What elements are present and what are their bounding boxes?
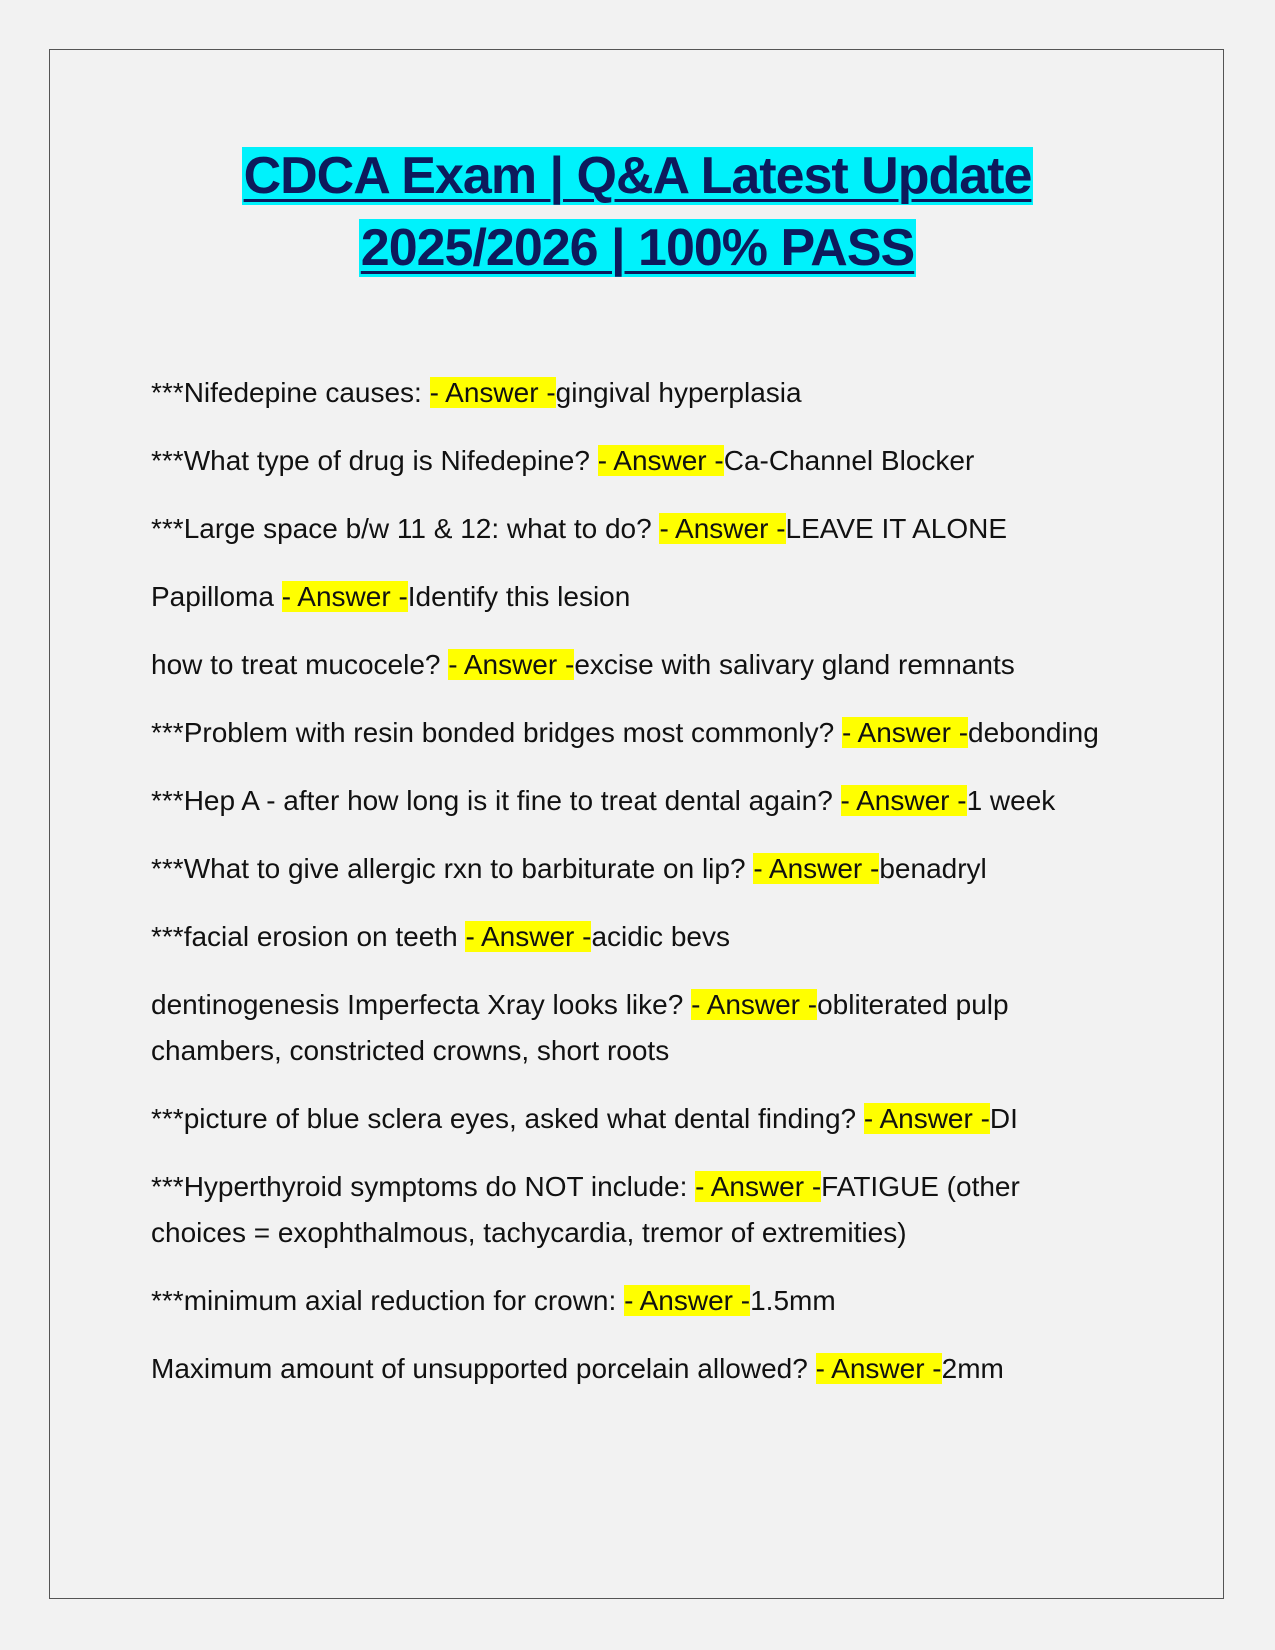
qa-item	[151, 914, 1111, 960]
answer-marker: - Answer -	[448, 649, 575, 680]
answer-marker: - Answer -	[429, 377, 556, 408]
qa-item	[151, 846, 1111, 892]
qa-question: Maximum amount of unsupported porcelain allowed?	[151, 1353, 816, 1384]
qa-answer: 2mm	[941, 1353, 1004, 1384]
title-line-1: CDCA Exam | Q&A Latest Update	[243, 147, 1032, 205]
qa-question: Papilloma	[151, 581, 282, 612]
qa-question: ***Large space b/w 11 & 12: what to do?	[151, 513, 660, 544]
document-title	[0, 140, 1275, 284]
answer-marker: - Answer -	[840, 785, 967, 816]
qa-answer: FATIGUE (other choices = exophthalmous, tachycardia, tremor of extremities)	[151, 1171, 1020, 1248]
answer-marker: - Answer -	[597, 445, 724, 476]
qa-question: ***picture of blue sclera eyes, asked what dental finding?	[151, 1103, 864, 1134]
qa-item	[151, 1096, 1111, 1142]
qa-question: how to treat mucocele?	[151, 649, 449, 680]
qa-item	[151, 370, 1111, 416]
answer-marker: - Answer -	[465, 921, 592, 952]
qa-item	[151, 438, 1111, 484]
qa-answer: Ca-Channel Blocker	[723, 445, 975, 476]
qa-answer: 1 week	[966, 785, 1056, 816]
answer-marker: - Answer -	[753, 853, 880, 884]
qa-item	[151, 1278, 1111, 1324]
qa-answer: DI	[989, 1103, 1018, 1134]
answer-marker: - Answer -	[815, 1353, 942, 1384]
qa-item	[151, 642, 1111, 688]
answer-marker: - Answer -	[281, 581, 408, 612]
qa-question: ***facial erosion on teeth	[151, 921, 466, 952]
qa-question: ***Hyperthyroid symptoms do NOT include:	[151, 1171, 696, 1202]
qa-answer: gingival hyperplasia	[555, 377, 802, 408]
qa-answer: acidic bevs	[591, 921, 730, 952]
qa-question: ***What type of drug is Nifedepine?	[151, 445, 598, 476]
answer-marker: - Answer -	[624, 1285, 751, 1316]
qa-answer: Identify this lesion	[407, 581, 631, 612]
qa-answer: benadryl	[879, 853, 987, 884]
qa-answer: excise with salivary gland remnants	[574, 649, 1015, 680]
qa-question: ***Nifedepine causes:	[151, 377, 430, 408]
qa-question: ***What to give allergic rxn to barbiturate on lip?	[151, 853, 754, 884]
qa-item	[151, 1346, 1111, 1392]
answer-marker: - Answer -	[691, 989, 818, 1020]
qa-question: ***minimum axial reduction for crown:	[151, 1285, 625, 1316]
qa-item	[151, 574, 1111, 620]
qa-item	[151, 778, 1111, 824]
qa-item	[151, 506, 1111, 552]
answer-marker: - Answer -	[695, 1171, 822, 1202]
qa-answer: obliterated pulp chambers, constricted crowns, short roots	[151, 989, 1009, 1066]
answer-marker: - Answer -	[842, 717, 969, 748]
qa-list	[151, 370, 1111, 1414]
qa-item	[151, 982, 1111, 1074]
qa-answer: LEAVE IT ALONE	[785, 513, 1008, 544]
qa-answer: debonding	[968, 717, 1099, 748]
qa-question: ***Hep A - after how long is it fine to treat dental again?	[151, 785, 841, 816]
answer-marker: - Answer -	[863, 1103, 990, 1134]
qa-item	[151, 1164, 1111, 1256]
qa-question: dentinogenesis Imperfecta Xray looks like?	[151, 989, 692, 1020]
answer-marker: - Answer -	[659, 513, 786, 544]
qa-item	[151, 710, 1111, 756]
title-line-2: 2025/2026 | 100% PASS	[360, 219, 915, 277]
qa-answer: 1.5mm	[750, 1285, 836, 1316]
qa-question: ***Problem with resin bonded bridges most commonly?	[151, 717, 842, 748]
